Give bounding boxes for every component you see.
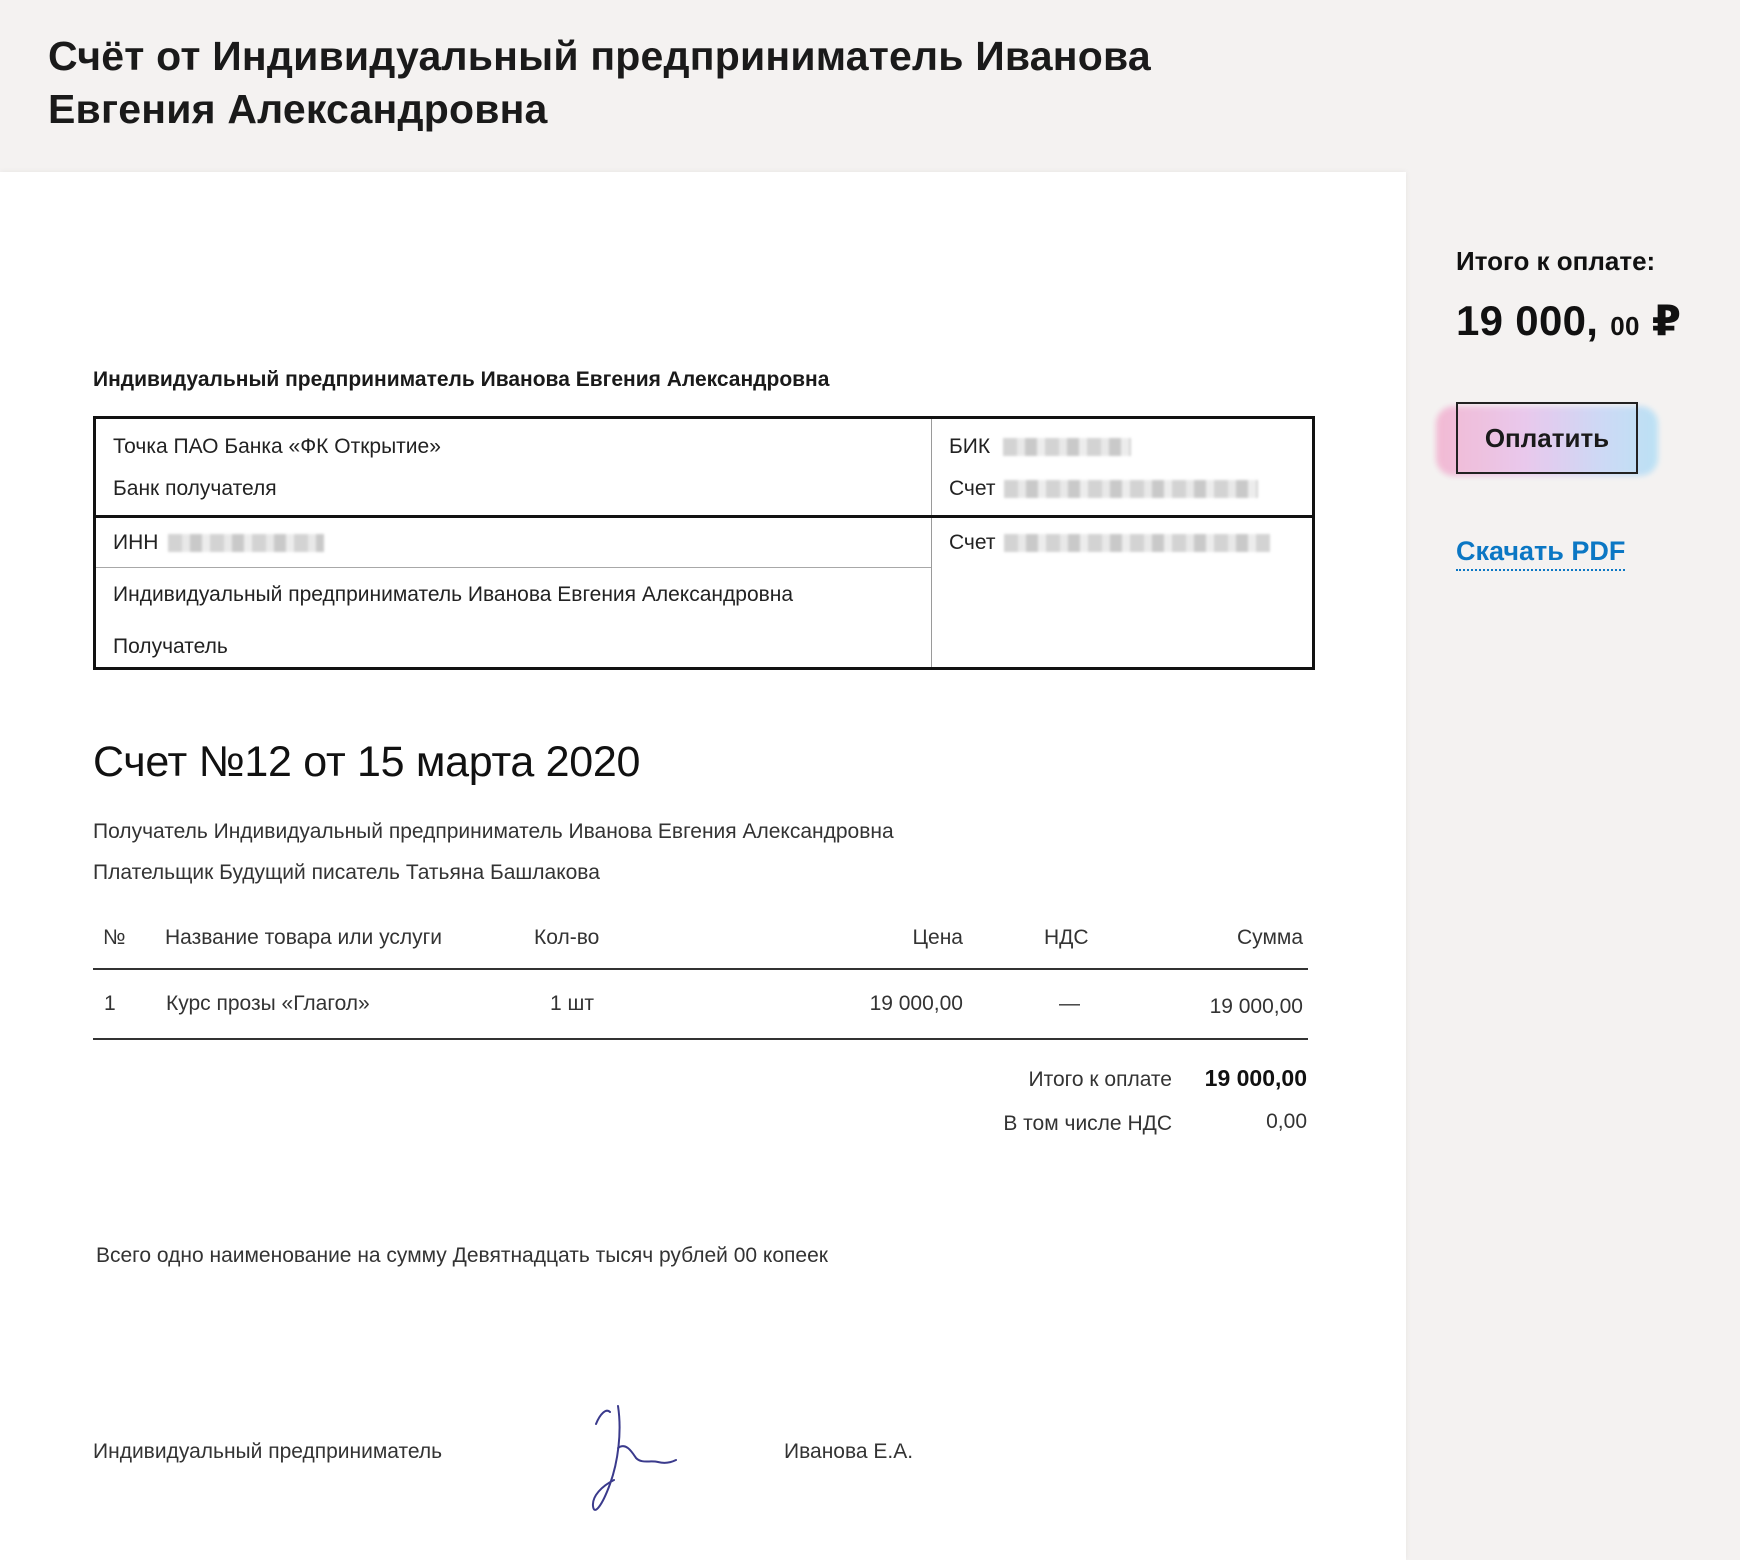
payer-line: Плательщик Будущий писатель Татьяна Башлакова xyxy=(93,861,600,884)
page-title: Счёт от Индивидуальный предприниматель Иванова Евгения Александровна xyxy=(48,33,1151,132)
corr-account-label: Счет xyxy=(949,477,996,500)
pay-button-wrapper xyxy=(1432,400,1662,480)
row-vat: — xyxy=(1059,992,1080,1015)
recipient-line: Получатель Индивидуальный предприниматель Иванова Евгения Александровна xyxy=(93,820,894,843)
corr-account-value-redacted xyxy=(1004,480,1258,498)
row-number: 1 xyxy=(104,992,116,1015)
currency-icon: ₽ xyxy=(1651,297,1682,344)
table-rule xyxy=(93,1038,1308,1040)
issuer-name: Индивидуальный предприниматель Иванова Евгения Александровна xyxy=(93,368,830,391)
sidebar-total-label: Итого к оплате: xyxy=(1456,246,1656,276)
bik-label: БИК xyxy=(949,435,991,458)
download-pdf-link[interactable]: Скачать PDF xyxy=(1456,536,1625,571)
column-header-quantity: Кол-во xyxy=(534,926,600,949)
invoice-title: Счет №12 от 15 марта 2020 xyxy=(93,738,641,786)
signature-image xyxy=(588,1402,678,1517)
bik-value-redacted xyxy=(1003,438,1131,456)
inn-value-redacted xyxy=(168,534,324,552)
invoice-document xyxy=(0,172,1406,1560)
recipient-caption: Получатель xyxy=(113,635,228,658)
column-header-name: Название товара или услуги xyxy=(165,926,442,949)
row-quantity: 1 шт xyxy=(550,992,594,1015)
column-header-price: Цена xyxy=(912,926,963,949)
column-header-sum: Сумма xyxy=(1237,926,1303,949)
bank-name: Точка ПАО Банка «ФК Открытие» xyxy=(113,435,441,458)
bank-details-table xyxy=(93,416,1315,670)
bank-caption: Банк получателя xyxy=(113,477,277,500)
table-divider xyxy=(931,419,932,667)
vat-value: 0,00 xyxy=(1266,1110,1307,1133)
row-sum: 19 000,00 xyxy=(1209,995,1303,1018)
account-label: Счет xyxy=(949,531,996,554)
total-label: Итого к оплате xyxy=(1028,1068,1172,1091)
table-rule xyxy=(93,968,1308,970)
table-divider xyxy=(96,567,931,568)
sidebar-amount-main: 19 000, xyxy=(1456,297,1599,344)
sidebar-total-amount xyxy=(1456,296,1681,345)
amount-in-words: Всего одно наименование на сумму Девятнадцать тысяч рублей 00 копеек xyxy=(96,1244,828,1267)
row-price: 19 000,00 xyxy=(869,992,963,1015)
inn-label: ИНН xyxy=(113,531,159,554)
recipient-name: Индивидуальный предприниматель Иванова Евгения Александровна xyxy=(113,583,794,606)
account-value-redacted xyxy=(1004,534,1270,552)
pay-button[interactable]: Оплатить xyxy=(1456,402,1638,474)
vat-label: В том числе НДС xyxy=(1003,1112,1172,1135)
sidebar-amount-kopecks: 00 xyxy=(1610,311,1640,341)
table-divider xyxy=(96,515,1312,518)
signatory-role: Индивидуальный предприниматель xyxy=(93,1440,443,1463)
column-header-number: № xyxy=(103,926,126,949)
total-value: 19 000,00 xyxy=(1204,1065,1307,1091)
row-item-name: Курс прозы «Глагол» xyxy=(166,992,370,1015)
column-header-vat: НДС xyxy=(1044,926,1089,949)
signatory-name: Иванова Е.А. xyxy=(784,1440,914,1463)
